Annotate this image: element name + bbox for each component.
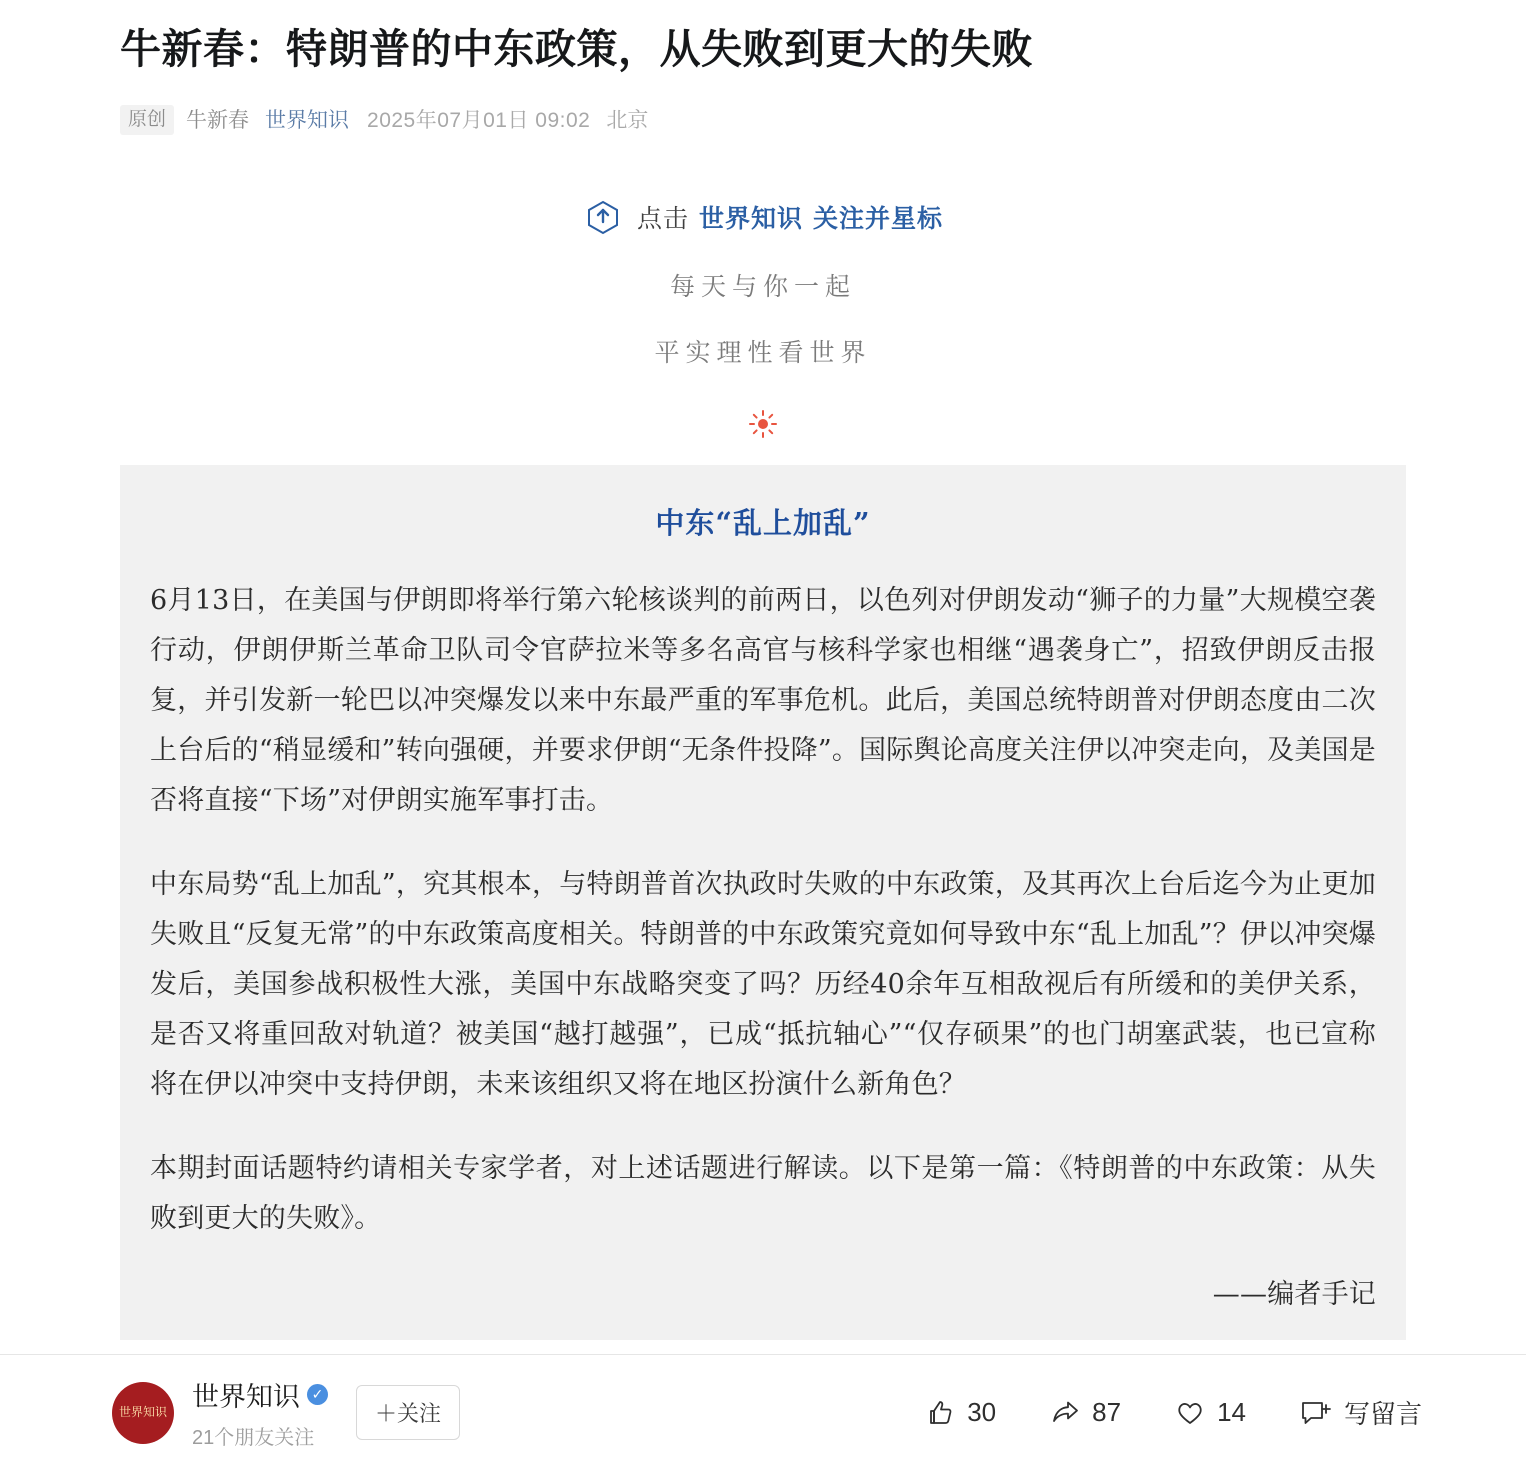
favorite-button[interactable]: [1175, 1397, 1246, 1428]
account-name[interactable]: 世界知识: [192, 1382, 300, 1412]
account-name-row: [192, 1375, 328, 1414]
share-count: 87: [1092, 1397, 1122, 1427]
share-button[interactable]: [1050, 1397, 1121, 1428]
promo-click-line: [120, 197, 1406, 237]
page-title: 牛新春：特朗普的中东政策，从失败到更大的失败: [120, 26, 1033, 72]
thumbs-up-icon: [925, 1398, 955, 1428]
promo-click-text: 点击: [636, 205, 689, 234]
avatar[interactable]: 世界知识: [112, 1382, 174, 1444]
box-heading: 中东“乱上加乱”: [655, 506, 871, 541]
account-text: [192, 1375, 328, 1450]
sun-icon: [120, 409, 1406, 443]
like-count: 30: [967, 1397, 997, 1427]
promo-line-3: 平实理性看世界: [654, 339, 872, 368]
box-paragraph-3: 本期封面话题特约请相关专家学者，对上述话题进行解读。以下是第一篇：《特朗普的中东政策：从失败到更大的失败》。: [150, 1152, 1376, 1234]
share-arrow-icon: [1050, 1398, 1080, 1428]
comment-button[interactable]: [1300, 1394, 1422, 1431]
promo-follow-text: 关注并星标: [813, 205, 944, 234]
action-buttons: [925, 1394, 1422, 1431]
publish-location: 北京: [606, 108, 649, 132]
promo-line-2: 每天与你一起: [669, 273, 856, 302]
bottom-action-bar: [0, 1354, 1526, 1470]
account-block[interactable]: [112, 1375, 460, 1450]
box-paragraph-1: 6月13日，在美国与伊朗即将举行第六轮核谈判的前两日，以色列对伊朗发动“狮子的力量”大规模空袭行动，伊朗伊斯兰革命卫队司令官萨拉米等多名高官与核科学家也相继“遇袭身亡”，招致伊朗反击报复，并引发新一轮巴以冲突爆发以来中东最严重的军事危机。此后，美国总统特朗普对伊朗态度由二次上台后的“稍显缓和”转向强硬，并要求伊朗“无条件投降”。国际舆论高度关注伊以冲突走向，及美国是否将直接“下场”对伊朗实施军事打击。: [150, 585, 1376, 817]
editor-note-box: [120, 465, 1406, 1339]
comment-icon: [1300, 1398, 1332, 1428]
box-paragraph-2: 中东局势“乱上加乱”，究其根本，与特朗普首次执政时失败的中东政策，及其再次上台后迄今为止更加失败且“反复无常”的中东政策高度相关。特朗普的中东政策究竟如何导致中东“乱上加乱”？伊以冲突爆发后，美国参战积极性大涨，美国中东战略突变了吗？历经40余年互相敌视后有所缓和的美伊关系，是否又将重回敌对轨道？被美国“越打越强”，已成“抵抗轴心”“仅存硕果”的也门胡塞武装，也已宣称将在伊以冲突中支持伊朗，未来该组织又将在地区扮演什么新角色？: [150, 869, 1376, 1100]
friends-following-text: 21个朋友关注: [192, 1427, 315, 1449]
author-name: 牛新春: [186, 108, 250, 132]
verified-badge-icon: ✓: [307, 1384, 328, 1405]
favorite-count: 14: [1217, 1397, 1246, 1427]
comment-label: 写留言: [1343, 1399, 1422, 1429]
original-badge: 原创: [120, 105, 174, 135]
promo-account-name[interactable]: 世界知识: [698, 205, 803, 234]
follow-button[interactable]: ＋关注: [356, 1385, 460, 1440]
publish-date: 2025年07月01日 09:02: [367, 108, 591, 132]
box-signature: ——编者手记: [1212, 1278, 1376, 1310]
wechat-share-icon: [583, 197, 623, 237]
account-link[interactable]: 世界知识: [265, 108, 350, 132]
follow-promo: [120, 197, 1406, 443]
heart-icon: [1175, 1398, 1205, 1428]
like-button[interactable]: [925, 1397, 996, 1428]
article-meta: [120, 105, 1406, 135]
